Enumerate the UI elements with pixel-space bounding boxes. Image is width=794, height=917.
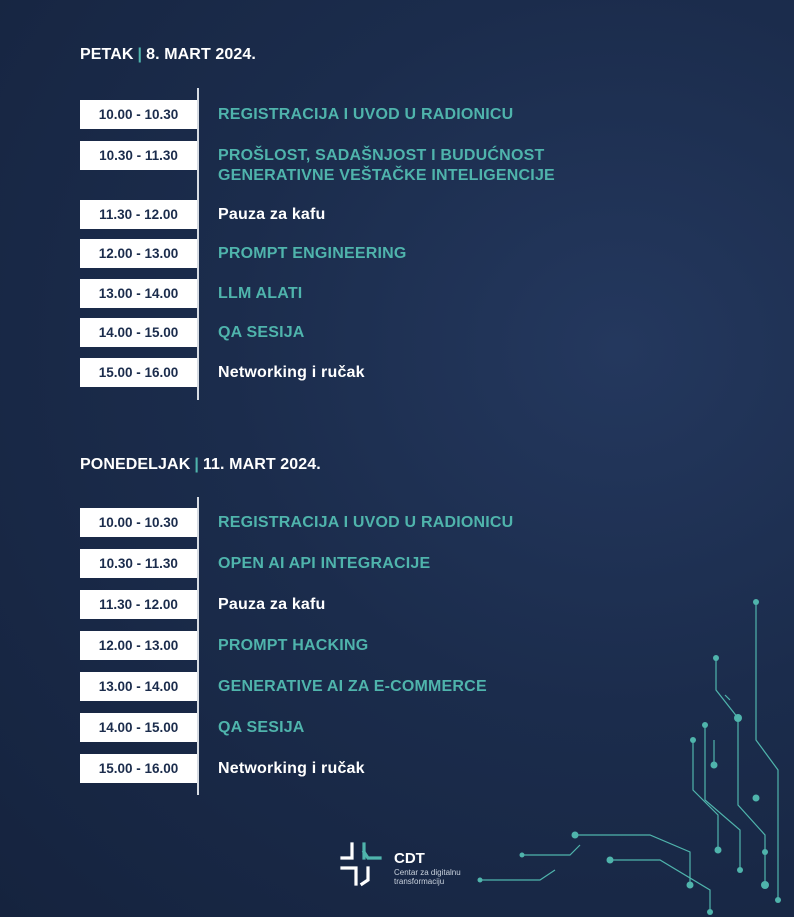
activity-line: PROMPT ENGINEERING xyxy=(218,245,407,262)
activity-line: Pauza za kafu xyxy=(218,206,326,223)
day-name: PETAK xyxy=(80,46,134,63)
schedule-row xyxy=(0,358,794,388)
activity-title xyxy=(218,677,487,697)
activity-title xyxy=(218,284,302,304)
activity-line: LLM ALATI xyxy=(218,285,303,302)
time-slot: 15.00 - 16.00 xyxy=(80,358,197,387)
activity-title xyxy=(218,636,368,656)
heading-separator: | xyxy=(137,46,143,63)
time-slot: 10.00 - 10.30 xyxy=(80,508,197,537)
time-slot: 11.30 - 12.00 xyxy=(80,590,197,619)
time-slot: 14.00 - 15.00 xyxy=(80,318,197,347)
activity-line: REGISTRACIJA I UVOD U RADIONICU xyxy=(218,106,514,123)
schedule-row xyxy=(0,141,794,184)
day-date: 8. MART 2024. xyxy=(146,46,256,63)
activity-title xyxy=(218,363,365,383)
schedule-row xyxy=(0,508,794,538)
logo-text xyxy=(394,851,461,886)
activity-line: REGISTRACIJA I UVOD U RADIONICU xyxy=(218,514,514,531)
time-slot: 11.30 - 12.00 xyxy=(80,200,197,229)
activity-title xyxy=(218,718,305,738)
logo-subtitle-line2: transformaciju xyxy=(394,877,445,886)
activity-line: QA SESIJA xyxy=(218,719,305,736)
activity-line: GENERATIVNE VEŠTAČKE INTELIGENCIJE xyxy=(218,167,555,184)
activity-line: PROMPT HACKING xyxy=(218,637,369,654)
time-slot: 13.00 - 14.00 xyxy=(80,279,197,308)
circuit-decoration xyxy=(460,590,794,917)
activity-line: Networking i ručak xyxy=(218,364,365,381)
activity-line: GENERATIVE AI ZA E-COMMERCE xyxy=(218,678,487,695)
activity-line: QA SESIJA xyxy=(218,324,305,341)
cdt-logo-icon xyxy=(338,840,386,888)
activity-title xyxy=(218,205,326,225)
day-heading-friday xyxy=(80,46,256,64)
time-slot: 10.00 - 10.30 xyxy=(80,100,197,129)
schedule-row xyxy=(0,239,794,269)
activity-title xyxy=(218,146,555,186)
activity-title xyxy=(218,513,513,533)
activity-title xyxy=(218,244,407,264)
time-slot: 15.00 - 16.00 xyxy=(80,754,197,783)
schedule-row xyxy=(0,100,794,130)
logo-subtitle-line1: Centar za digitalnu xyxy=(394,868,461,877)
schedule-row xyxy=(0,549,794,579)
schedule-row xyxy=(0,318,794,348)
activity-title xyxy=(218,595,326,615)
schedule-row xyxy=(0,200,794,230)
activity-title xyxy=(218,105,513,125)
day-heading-monday xyxy=(80,456,321,474)
time-slot: 12.00 - 13.00 xyxy=(80,239,197,268)
activity-line: PROŠLOST, SADAŠNJOST I BUDUĆNOST xyxy=(218,147,545,164)
time-slot: 10.30 - 11.30 xyxy=(80,549,197,578)
activity-line: Pauza za kafu xyxy=(218,596,326,613)
activity-title xyxy=(218,554,430,574)
time-slot: 13.00 - 14.00 xyxy=(80,672,197,701)
heading-separator: | xyxy=(194,456,199,473)
time-slot: 12.00 - 13.00 xyxy=(80,631,197,660)
time-slot: 10.30 - 11.30 xyxy=(80,141,197,170)
schedule-row xyxy=(0,279,794,309)
activity-title xyxy=(218,759,365,779)
logo-name: CDT xyxy=(394,850,425,867)
activity-line: Networking i ručak xyxy=(218,760,365,777)
time-slot: 14.00 - 15.00 xyxy=(80,713,197,742)
activity-line: OPEN AI API INTEGRACIJE xyxy=(218,555,431,572)
day-name: PONEDELJAK xyxy=(80,456,191,473)
day-date: 11. MART 2024. xyxy=(202,456,321,473)
activity-title xyxy=(218,323,305,343)
